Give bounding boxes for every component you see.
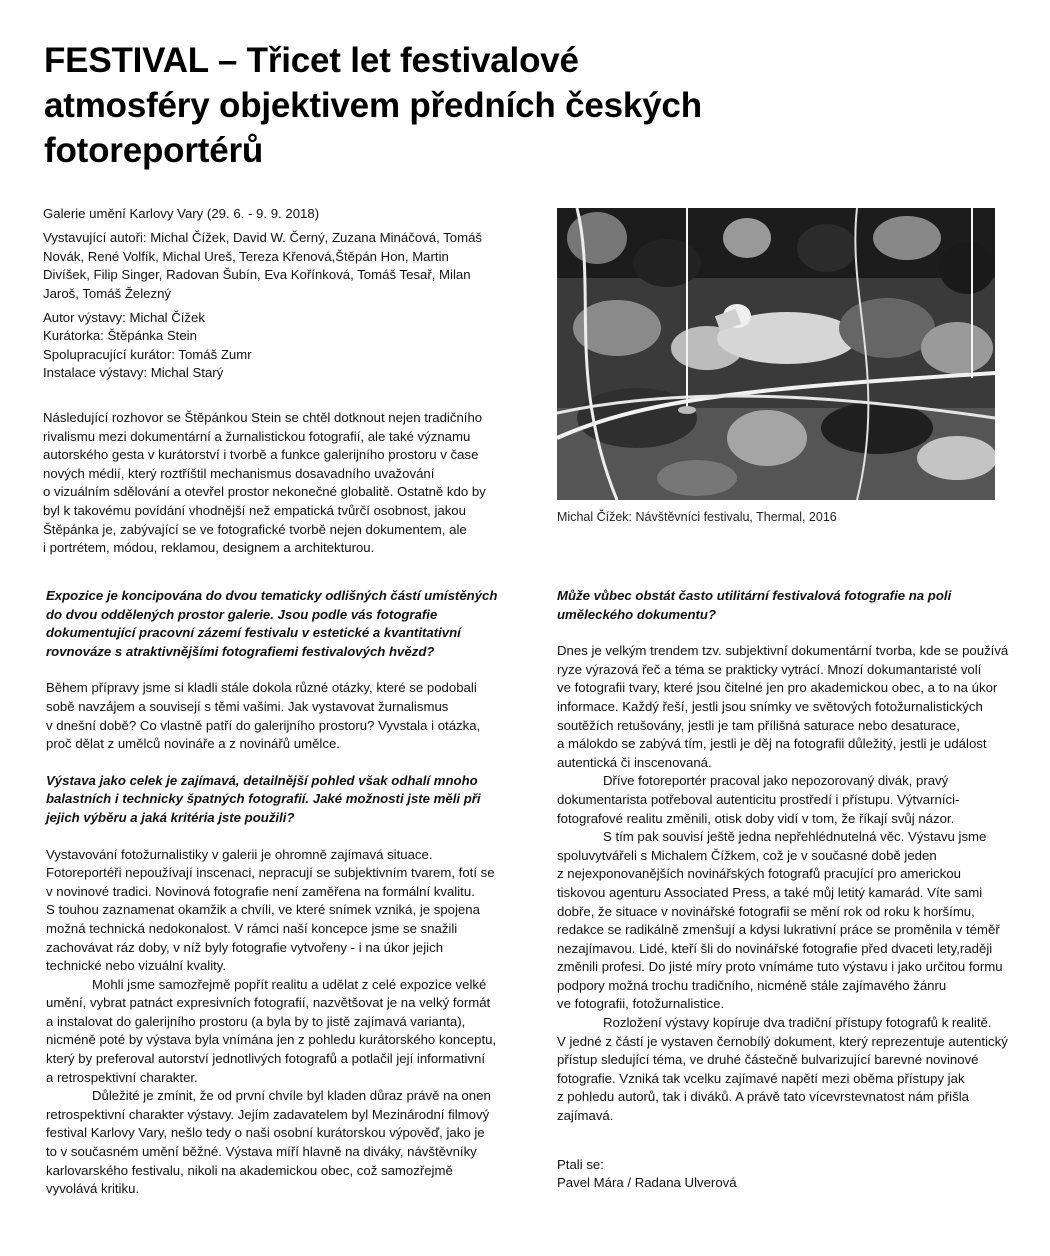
intro-line: Následující rozhovor se Štěpánkou Stein se chtěl dotknout nejen tradičního: [43, 410, 483, 425]
answer-line: ve fotografii tvary, které jsou čitelné jen pro akademickou obec, a to na úkor: [557, 680, 998, 696]
question-3: [557, 587, 1037, 624]
answer-line: Během přípravy jsme si kladli stále dokola různé otázky, které se podobali: [46, 680, 477, 696]
answer-line: a instalovat do galerijního prostoru (a byla by to jistě zajímavá varianta),: [46, 1013, 466, 1029]
answer-line: S tím pak souvisí ještě jedna nepřehlédnutelná věc. Výstavu jsme: [603, 829, 987, 845]
answer-line: zachovávat ráz doby, v níž byly fotografie vytvořeny - i na úkor jejich: [46, 939, 444, 955]
photo-caption: Michal Čížek: Návštěvníci festivalu, Thermal, 2016: [557, 510, 837, 524]
title-line: FESTIVAL – Třicet let festivalové: [44, 41, 579, 80]
answer-3-paragraph-2: [557, 772, 1037, 828]
answer-line: to v současném umění běžné. Výstava míří hlavně na diváky, návštěvníky: [46, 1144, 477, 1160]
answer-line: karlovarského festivalu, nikoli na akademickou obec, což samozřejmě: [46, 1162, 453, 1178]
answer-3-paragraph-4: [557, 1014, 1037, 1126]
answer-line: redakce se radikálně zmenšují a kdysi lukrativní práce se proměnila v téměř: [557, 922, 1000, 938]
intro-line: byl k takovému povídání vhodnější než empatická tvůrčí osobnost, jakou: [43, 502, 466, 518]
answer-line: soutěžích retušovány, jestli je tam přílišná saturace nebo desaturace,: [557, 717, 960, 733]
credit-line: Kurátorka: Štěpánka Stein: [43, 328, 197, 344]
answer-line: Dnes je velkým trendem tzv. subjektivní dokumentární tvorba, kde se používá: [557, 643, 1009, 659]
question-line: jejich výběru a jaká kritéria jste použili?: [46, 809, 295, 825]
answer-line: festival Karlovy Vary, nešlo tedy o naši osobní kurátorskou výpověď, jako je: [46, 1125, 485, 1141]
answer-2-paragraph-3: [46, 1087, 526, 1199]
answer-line: technické nebo vizuální kvality.: [46, 958, 227, 974]
answer-line: Důležité je zmínit, že od první chvíle byl kladen důraz právě na onen: [92, 1088, 491, 1104]
answer-line: podpory možná trochu tradičního, nicméně stále zajímavého žánru: [557, 977, 947, 993]
answer-line: z nejexponovanějších novinářských fotografů pracující pro americkou: [557, 866, 961, 882]
answer-line: spoluvytvářeli s Michalem Čížkem, což je v současné době jeden: [557, 847, 937, 863]
answer-3: [557, 642, 1037, 772]
interviewers-signature: [557, 1156, 1037, 1193]
answer-line: Rozložení výstavy kopíruje dva tradiční přístupy fotografů k realitě.: [603, 1015, 992, 1031]
interview-right-column: [557, 587, 1037, 1193]
answer-line: dobře, že situace v novinářské fotografii se mění rok od roku k horšímu,: [557, 903, 975, 919]
question-line: Expozice je koncipována do dvou tematicky odlišných částí umístěných: [46, 588, 498, 603]
answer-line: přístup sledující téma, ve druhé částečně bulvarizující barevné novinové: [557, 1052, 979, 1068]
festival-photo: [557, 208, 995, 500]
question-line: uměleckého dokumentu?: [557, 606, 717, 622]
answer-line: v dnešní době? Co vlastně patří do galerijního prostoru? Vyvstala i otázka,: [46, 717, 481, 733]
answer-line: vyvolává kritiku.: [46, 1181, 140, 1197]
credit-line: Autor výstavy: Michal Čížek: [43, 310, 205, 326]
answer-line: umění, vybrat patnáct expresivních fotografií, nazvětšovat je na velký formát: [46, 995, 491, 1011]
signature-label: Ptali se:: [557, 1156, 604, 1172]
answer-line: v novinové tradici. Novinová fotografie není zaměřena na formální kvalitu.: [46, 883, 475, 899]
answer-2-paragraph-2: [46, 976, 526, 1088]
answer-line: proč dělat z umělců novináře a z novinářů umělce.: [46, 736, 340, 752]
answer-line: fotografie. Vzniká tak vcelku zajímavé napětí mezi oběma přístupy jak: [557, 1070, 965, 1086]
answer-line: který by preferoval autorství jednotlivých fotografů a potlačil její informativní: [46, 1051, 486, 1067]
answer-3-paragraph-3: [557, 828, 1037, 1014]
answer-line: informace. Každý řeší, jestli jsou snímky ve světových fotožurnalistických: [557, 698, 983, 714]
question-line: Může vůbec obstát často utilitární festivalová fotografie na poli: [557, 588, 952, 603]
authors-line: Vystavující autoři: Michal Čížek, David W. Černý, Zuzana Mináčová, Tomáš: [43, 230, 483, 246]
interview-left-column: [46, 587, 526, 1199]
question-line: balastních i technicky špatných fotografií. Jaké možnosti jste měli při: [46, 791, 481, 807]
signature-names: Pavel Mára / Radana Ulverová: [557, 1175, 737, 1191]
answer-line: autentická či inscenovaná.: [557, 754, 712, 770]
authors-line: Divíšek, Filip Singer, Radovan Šubín, Eva Kořínková, Tomáš Tesař, Milan: [43, 267, 471, 283]
answer-line: možná technická nedokonalost. V rámci naší koncepce jsme se snažili: [46, 920, 458, 936]
answer-line: a málokdo se zabývá tím, jestli je děj na fotografii důležitý, jestli je událost: [557, 736, 987, 752]
answer-line: Mohli jsme samozřejmě popřít realitu a udělat z celé expozice velké: [92, 976, 487, 992]
answer-line: S touhou zaznamenat okamžik a chvíli, ve které snímek vzniká, je spojena: [46, 902, 480, 918]
intro-line: nových médií, který roztříštil mechanismus dosavadního uvažování: [43, 465, 435, 481]
answer-line: tiskovou agenturu Associated Press, a také můj letitý kamarád. Víte sami: [557, 884, 983, 900]
answer-line: V jedné z částí je vystaven černobílý dokument, který reprezentuje autentický: [557, 1033, 1008, 1049]
answer-line: Vystavování fotožurnalistiky v galerii je ohromně zajímavá situace.: [46, 846, 433, 862]
authors-line: Novák, René Volfík, Michal Ureš, Tereza Křenová,Štěpán Hon, Martin: [43, 248, 449, 264]
intro-line: autorského gesta v kurátorství i tvorbě a funkce galerijního prostoru v čase: [43, 447, 479, 463]
answer-line: Dříve fotoreportér pracoval jako nepozorovaný divák, pravý: [603, 773, 949, 789]
answer-line: nezajímavou. Lidé, kteří šli do novinářské fotografie před dvaceti lety,raději: [557, 940, 993, 956]
credit-line: Instalace výstavy: Michal Starý: [43, 365, 224, 381]
answer-line: ryze výrazová řeč a téma se prakticky vytrácí. Mnozí dokumantaristé volí: [557, 661, 982, 677]
title-line: atmosféry objektivem předních českých: [44, 86, 702, 125]
question-2: [46, 772, 526, 828]
intro-line: o vizuálním sdělování a otevřel prostor nekonečné globalitě. Ostatně kdo by: [43, 484, 486, 500]
authors-line: Jaroš, Tomáš Železný: [43, 285, 172, 301]
answer-1: [46, 679, 526, 753]
answer-line: a retrospektivní charakter.: [46, 1069, 198, 1085]
answer-line: retrospektivní charakter výstavy. Jejím zadavatelem byl Mezinárodní filmový: [46, 1106, 490, 1122]
answer-line: Fotoreportéři nepoužívají inscenaci, nepracují se subjektivním tvarem, fotí se: [46, 865, 495, 881]
answer-line: nicméně poté by výstava byla vnímána jen z pohledu kurátorského konceptu,: [46, 1032, 497, 1048]
question-1: [46, 587, 526, 661]
intro-line: i portrétem, módou, reklamou, designem a architekturou.: [43, 540, 375, 556]
answer-line: fotografové realitu změnili, otisk doby vidí v tom, že říkají svůj názor.: [557, 810, 955, 826]
intro-paragraph: [43, 409, 513, 558]
question-line: do dvou oddělených prostor galerie. Jsou podle vás fotografie: [46, 606, 438, 622]
answer-line: z pohledu autorů, tak i diváků. A právě tato vícevrstevnatost nám přišla: [557, 1089, 969, 1105]
answer-line: změnili profesi. Do jisté míry proto vnímáme tuto výstavu i jako určitou formu: [557, 959, 1003, 975]
answer-line: dokumentarista potřeboval autenticitu prostředí i přístupu. Výtvarníci-: [557, 791, 960, 807]
answer-line: ve fotografii, fotožurnalistice.: [557, 996, 725, 1012]
gallery-dates: Galerie umění Karlovy Vary (29. 6. - 9. 9. 2018): [43, 206, 320, 221]
intro-line: rivalismu mezi dokumentární a žurnalistickou fotografií, ale také významu: [43, 428, 471, 444]
question-line: dokumentující pracovní zázemí festivalu v estetické a kvantitativní: [46, 625, 461, 641]
answer-line: zajímavá.: [557, 1108, 614, 1124]
question-line: Výstava jako celek je zajímavá, detailnější pohled však odhalí mnoho: [46, 772, 478, 788]
title-line: fotoreportérů: [44, 131, 264, 170]
exhibition-info: [43, 205, 513, 383]
intro-line: Štěpánka je, zabývající se ve fotografické tvorbě nejen dokumentem, ale: [43, 521, 467, 537]
answer-2: [46, 846, 526, 976]
question-line: rovnováze s atraktivnějšími fotografiemi festivalových hvězd?: [46, 643, 435, 659]
article-title: [44, 38, 944, 173]
credit-line: Spolupracující kurátor: Tomáš Zumr: [43, 346, 252, 362]
answer-line: sobě navzájem a souvisejí s těmi vašimi. Jak vystavovat žurnalismus: [46, 698, 449, 714]
